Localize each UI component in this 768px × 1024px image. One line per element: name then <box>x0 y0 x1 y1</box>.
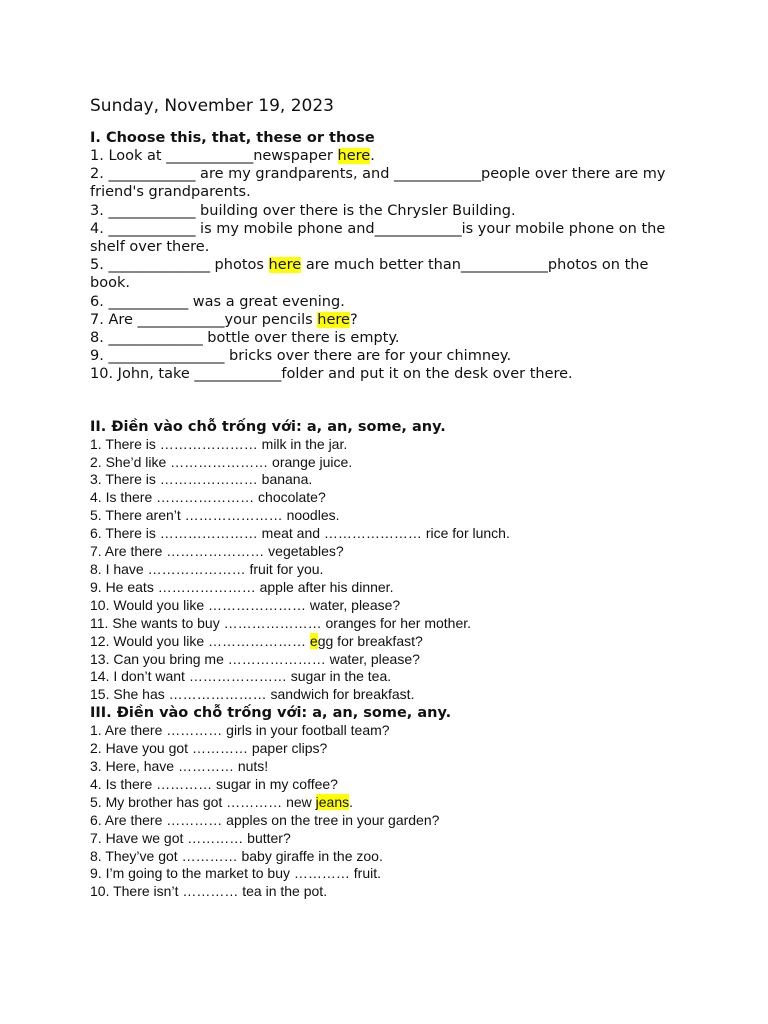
exercise-item: 4. Is there ………… sugar in my coffee? <box>90 775 338 792</box>
exercise-item: 9. I’m going to the market to buy ………… fruit. <box>90 865 381 882</box>
section-3-title: III. Điền vào chỗ trống với: a, an, some, any. <box>90 705 452 722</box>
section-1-title: I. Choose this, that, these or those <box>90 130 375 146</box>
section-3 <box>90 704 690 901</box>
document-page <box>90 95 690 901</box>
exercise-item: 12. Would you like ………………… egg for breakfast? <box>90 632 423 649</box>
exercise-item: 2. Have you got ………… paper clips? <box>90 740 328 757</box>
exercise-item: 13. Can you bring me ………………… water, please? <box>90 650 420 667</box>
section-1-list <box>90 147 690 384</box>
exercise-item: 6. ___________ was a great evening. <box>90 293 345 310</box>
exercise-item: 1. Look at ____________newspaper here. <box>90 148 375 164</box>
exercise-item: 8. They’ve got ………… baby giraffe in the zoo. <box>90 847 383 864</box>
section-2-title: II. Điền vào chỗ trống với: a, an, some, any. <box>90 418 446 435</box>
document-date: Sunday, November 19, 2023 <box>90 96 334 116</box>
exercise-item: 8. _____________ bottle over there is empty. <box>90 330 400 347</box>
exercise-item: 2. ____________ are my grandparents, and ____________people over there are my friend's grandparents. <box>90 166 666 201</box>
section-1 <box>90 129 690 384</box>
exercise-item: 9. He eats ………………… apple after his dinner. <box>90 578 394 595</box>
exercise-item: 5. ______________ photos here are much better than____________photos on the book. <box>90 257 649 292</box>
exercise-item: 4. Is there ………………… chocolate? <box>90 489 326 506</box>
highlighted-text: jeans <box>315 793 350 810</box>
exercise-item: 3. Here, have ………… nuts! <box>90 758 269 775</box>
exercise-item: 10. Would you like ………………… water, please? <box>90 596 401 613</box>
section-2 <box>90 418 690 705</box>
section-3-list <box>90 722 690 901</box>
exercise-item: 3. There is ………………… banana. <box>90 471 313 488</box>
exercise-item: 7. Are ____________your pencils here? <box>90 311 358 328</box>
exercise-item: 4. ____________ is my mobile phone and____________is your mobile phone on the shelf over there. <box>90 220 666 256</box>
exercise-item: 11. She wants to buy ………………… oranges for her mother. <box>90 614 472 631</box>
exercise-item: 3. ____________ building over there is the Chrysler Building. <box>90 202 516 219</box>
exercise-item: 2. She’d like ………………… orange juice. <box>90 453 353 470</box>
exercise-item: 1. There is ………………… milk in the jar. <box>90 435 348 452</box>
exercise-item: 5. There aren’t ………………… noodles. <box>90 507 340 524</box>
exercise-item: 7. Are there ………………… vegetables? <box>90 543 344 560</box>
exercise-item: 9. ________________ bricks over there are for your chimney. <box>90 348 512 365</box>
exercise-item: 7. Have we got ………… butter? <box>90 829 291 846</box>
exercise-item: 6. There is ………………… meat and ………………… rice for lunch. <box>90 525 510 542</box>
highlighted-text: here <box>317 311 350 328</box>
exercise-item: 10. John, take ____________folder and put it on the desk over there. <box>90 366 573 383</box>
section-2-list <box>90 436 690 705</box>
exercise-item: 15. She has ………………… sandwich for breakfast. <box>90 686 415 703</box>
exercise-item: 14. I don’t want ………………… sugar in the tea. <box>90 668 392 685</box>
section-gap <box>90 384 690 418</box>
exercise-item: 1. Are there ………… girls in your football team? <box>90 722 390 739</box>
highlighted-text: here <box>337 148 371 164</box>
highlighted-text: here <box>268 257 302 274</box>
exercise-item: 6. Are there ………… apples on the tree in your garden? <box>90 811 440 828</box>
exercise-item: 10. There isn’t ………… tea in the pot. <box>90 883 328 900</box>
exercise-item: 5. My brother has got ………… new jeans. <box>90 793 353 810</box>
highlighted-text: e <box>309 632 318 649</box>
exercise-item: 8. I have ………………… fruit for you. <box>90 560 324 577</box>
